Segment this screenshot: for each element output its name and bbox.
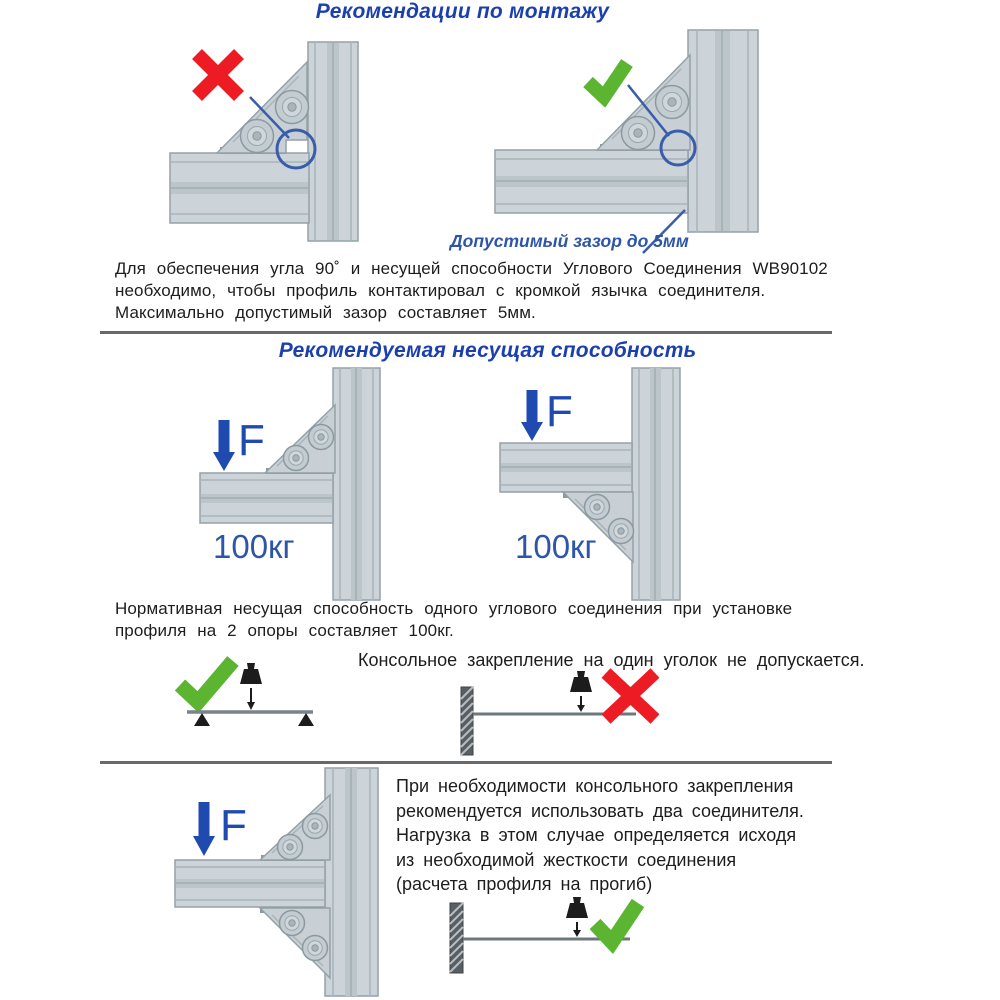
page-title: Рекомендации по монтажу xyxy=(315,0,610,23)
horizontal-profile xyxy=(495,150,688,213)
vertical-profile xyxy=(333,368,380,600)
bolt-icon xyxy=(284,446,309,471)
load-label: 100кг xyxy=(515,528,597,565)
horizontal-profile xyxy=(175,860,325,907)
diagram-double-bracket xyxy=(130,768,400,1000)
horizontal-profile xyxy=(170,153,309,223)
cross-icon xyxy=(606,673,655,719)
load-rule-paragraph xyxy=(115,598,915,642)
load-label: 100кг xyxy=(213,528,295,565)
diagram-joint-wrong xyxy=(140,35,480,265)
bolt-icon xyxy=(585,495,610,520)
wall-hatch xyxy=(461,687,473,755)
force-label: F xyxy=(220,801,247,850)
diagram-two-supports-ok xyxy=(160,645,340,737)
section-title: Рекомендуемая несущая способность xyxy=(278,339,697,362)
diagram-cantilever-wrong xyxy=(440,662,690,762)
horizontal-profile xyxy=(200,473,333,523)
bolt-icon xyxy=(609,519,634,544)
check-icon xyxy=(180,661,233,702)
horizontal-profile xyxy=(500,443,632,492)
bolt-icon xyxy=(278,835,303,860)
paragraph-line: необходимо, чтобы профиль контактировал с кромкой язычка соединителя. xyxy=(115,281,766,300)
bolt-icon xyxy=(303,936,328,961)
bolt-icon xyxy=(303,814,328,839)
cross-icon xyxy=(197,54,239,96)
load-arrow-icon xyxy=(247,688,255,710)
force-arrow-icon xyxy=(193,802,215,856)
paragraph-line: Нормативная несущая способность одного углового соединения при установке xyxy=(115,599,793,618)
paragraph-line: рекомендуется использовать два соединителя. xyxy=(396,800,804,821)
paragraph-line: профиля на 2 опоры составляет 100кг. xyxy=(115,621,454,640)
bolt-icon xyxy=(280,911,305,936)
paragraph-line: Нагрузка в этом случае определяется исходя xyxy=(396,825,797,845)
weight-icon xyxy=(570,671,592,692)
force-label: F xyxy=(238,416,265,465)
bolt-icon xyxy=(276,91,309,124)
cantilever-note: Консольное закрепление на один уголок не допускается. xyxy=(358,650,865,670)
cantilever-rule-paragraph xyxy=(396,774,886,897)
gap-callout-label: Допустимый зазор до 5мм xyxy=(450,231,689,251)
section-divider xyxy=(100,761,832,764)
check-icon xyxy=(595,903,638,942)
paragraph-line: Максимально допустимый зазор составляет 5мм. xyxy=(115,303,536,322)
vertical-profile xyxy=(632,368,680,600)
paragraph-line: (расчета профиля на прогиб) xyxy=(396,874,653,894)
bolt-icon xyxy=(622,117,655,150)
vertical-profile xyxy=(688,30,758,232)
diagram-joint-correct xyxy=(480,25,800,257)
weight-icon xyxy=(240,663,262,684)
vertical-profile xyxy=(325,768,378,996)
load-arrow-icon xyxy=(577,696,585,712)
force-arrow-icon xyxy=(213,420,235,471)
diagram-load-bracket-top xyxy=(180,368,480,600)
load-arrow-icon xyxy=(573,922,581,937)
paragraph-line: из необходимой жесткости соединения xyxy=(396,849,737,870)
force-label: F xyxy=(546,387,573,436)
check-icon xyxy=(588,63,627,97)
section-divider xyxy=(100,331,832,334)
gap-rule-paragraph xyxy=(115,258,915,324)
support-triangle xyxy=(194,713,210,726)
bolt-icon xyxy=(309,425,334,450)
paragraph-line: При необходимости консольного закрепления xyxy=(396,776,794,796)
bolt-icon xyxy=(656,86,689,119)
bolt-icon xyxy=(241,120,274,153)
support-triangle xyxy=(298,713,314,726)
force-arrow-icon xyxy=(521,390,543,441)
weight-icon xyxy=(566,897,588,918)
diagram-cantilever-ok xyxy=(440,888,690,988)
vertical-profile xyxy=(308,42,358,241)
wall-hatch xyxy=(450,903,463,973)
diagram-load-bracket-bottom xyxy=(480,368,780,600)
paragraph-line: Для обеспечения угла 90˚ и несущей способности Углового Соединения WB90102 xyxy=(115,259,828,278)
